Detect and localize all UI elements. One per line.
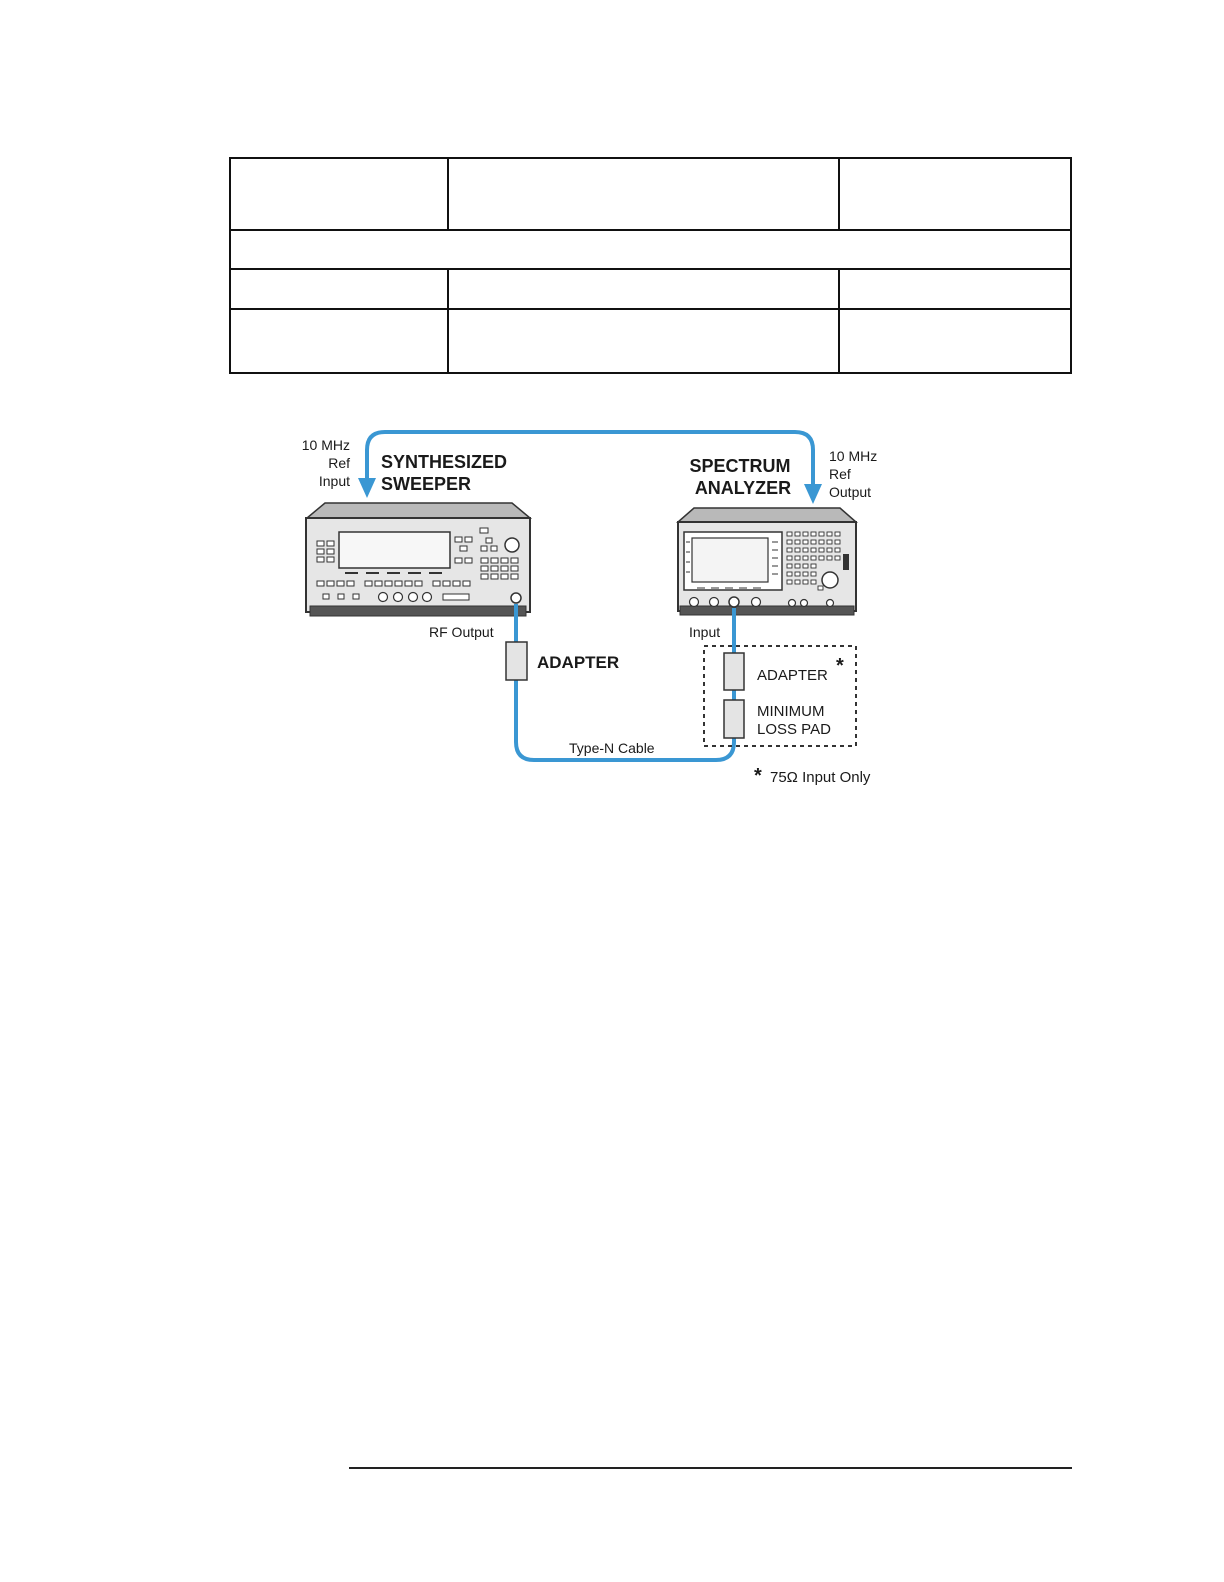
rf-output-label: RF Output [429,624,494,640]
sweeper-ref-arrowhead [358,478,376,498]
sweeper-ref-label-1: 10 MHz [301,437,350,453]
sweeper-ref-label-2: Ref [328,455,350,471]
sweeper-adapter [506,642,527,680]
sweeper-adapter-label: ADAPTER [537,653,620,672]
minimum-loss-pad [724,700,744,738]
spectrum-analyzer [678,508,856,615]
pad-label-2: LOSS PAD [757,721,831,738]
analyzer-ref-arrowhead [804,484,822,504]
pad-label-1: MINIMUM [757,703,825,720]
footer-rule [349,1467,1072,1469]
analyzer-input-connector [729,597,739,607]
synthesized-sweeper [306,503,530,616]
footnote-marker: * [754,765,762,787]
footnote-text: 75Ω Input Only [770,769,871,786]
analyzer-title-2: ANALYZER [694,478,792,498]
optional-adapter [724,653,744,690]
analyzer-input-label: Input [689,624,721,640]
rf-output-connector [511,593,521,603]
sweeper-title-2: SWEEPER [381,474,472,494]
table-grid [229,157,1072,374]
analyzer-ref-label-1: 10 MHz [829,448,878,464]
analyzer-ref-label-2: Ref [829,466,851,482]
analyzer-title-1: SPECTRUM [689,456,791,476]
sweeper-title-1: SYNTHESIZED [381,452,508,472]
optional-adapter-label: ADAPTER [757,667,828,684]
sweeper-ref-label-3: Input [318,473,350,489]
specification-table [229,157,1072,374]
analyzer-ref-label-3: Output [829,484,872,500]
equipment-setup-diagram [280,420,920,800]
cable-label: Type-N Cable [569,740,655,756]
optional-asterisk: * [836,655,844,677]
